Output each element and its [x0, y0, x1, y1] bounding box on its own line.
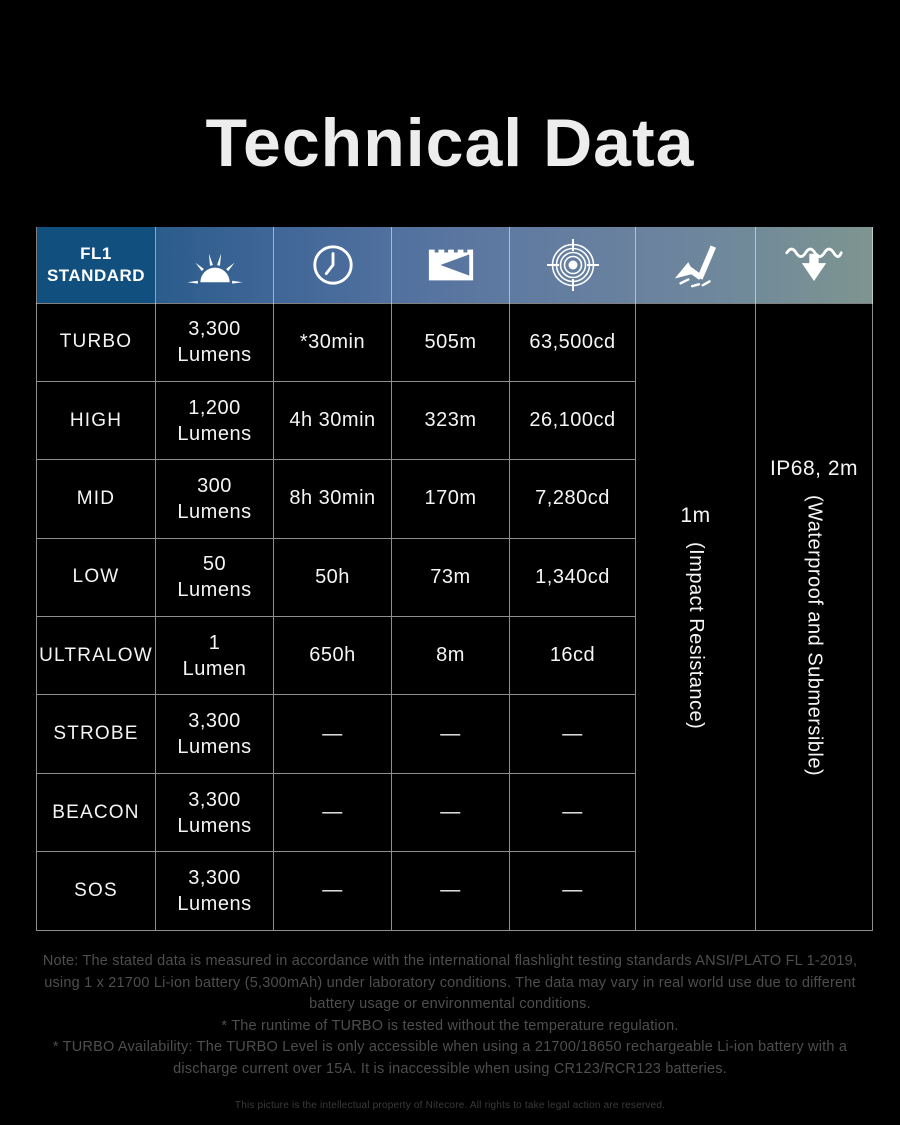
peak-beam-intensity-icon — [547, 239, 599, 291]
mode-cell: SOS — [37, 852, 156, 930]
runtime-cell: *30min — [274, 303, 392, 381]
mode-cell: HIGH — [37, 381, 156, 459]
lumens-value: 3,300 — [188, 866, 241, 889]
technical-data-table — [36, 227, 873, 931]
mode-cell: TURBO — [37, 303, 156, 381]
lumens-unit: Lumen — [182, 657, 247, 680]
intensity-cell: — — [510, 695, 636, 773]
intensity-cell: 63,500cd — [510, 303, 636, 381]
lumens-value: 1,200 — [188, 396, 241, 419]
table-header-row — [37, 227, 873, 303]
impact-resistance-icon — [669, 241, 723, 289]
distance-cell: 170m — [392, 460, 510, 538]
runtime-cell: 4h 30min — [274, 381, 392, 459]
fl1-line1: FL1 — [80, 243, 112, 263]
fl1-line2: STANDARD — [46, 265, 146, 285]
lumens-unit: Lumens — [177, 736, 252, 759]
distance-cell: 8m — [392, 617, 510, 695]
lumens-unit: Lumens — [177, 422, 252, 445]
waterproof-cell — [756, 303, 873, 930]
lumens-value: 3,300 — [188, 318, 241, 341]
mode-cell: BEACON — [37, 773, 156, 851]
waterproof-column-header — [756, 227, 873, 303]
note-line: discharge current over 15A. It is inaccessible when using CR123/RCR123 batteries. — [173, 1060, 727, 1077]
mode-cell: MID — [37, 460, 156, 538]
runtime-column-header — [274, 227, 392, 303]
lumens-cell — [156, 381, 274, 459]
runtime-cell: — — [274, 695, 392, 773]
distance-cell: — — [392, 695, 510, 773]
lumens-unit: Lumens — [177, 579, 252, 602]
lumens-cell — [156, 773, 274, 851]
intensity-cell: — — [510, 773, 636, 851]
lumens-value: 50 — [202, 553, 227, 576]
runtime-cell: 8h 30min — [274, 460, 392, 538]
distance-cell: — — [392, 773, 510, 851]
lumens-cell — [156, 460, 274, 538]
brightness-column-header — [156, 227, 274, 303]
mode-cell: LOW — [37, 538, 156, 616]
peak-beam-intensity-column-header — [510, 227, 636, 303]
impact-resistance-column-header — [636, 227, 756, 303]
lumens-unit: Lumens — [177, 500, 252, 523]
runtime-icon — [310, 242, 356, 288]
lumens-value: 1 — [208, 631, 221, 654]
impact-resistance-cell — [636, 303, 756, 930]
distance-cell: — — [392, 852, 510, 930]
lumens-cell — [156, 538, 274, 616]
fl1-standard-header — [37, 227, 156, 303]
intensity-cell: 16cd — [510, 617, 636, 695]
mode-cell: ULTRALOW — [37, 617, 156, 695]
brightness-icon — [184, 242, 246, 288]
waterproof-label: (Waterproof and Submersible) — [803, 494, 826, 777]
note-line: * The runtime of TURBO is tested without the temperature regulation. — [221, 1017, 679, 1034]
runtime-cell: — — [274, 852, 392, 930]
runtime-cell: 650h — [274, 617, 392, 695]
beam-distance-column-header — [392, 227, 510, 303]
lumens-cell — [156, 852, 274, 930]
note-line: Note: The stated data is measured in accordance with the international flashlight testing standards ANSI/PLATO FL 1-2019, — [42, 953, 858, 969]
runtime-cell: 50h — [274, 538, 392, 616]
intensity-cell: 7,280cd — [510, 460, 636, 538]
legal-disclaimer: This picture is the intellectual property of Nitecore. All rights to take legal action are reserved. — [234, 1100, 666, 1111]
runtime-cell: — — [274, 773, 392, 851]
lumens-unit: Lumens — [177, 892, 252, 915]
lumens-cell — [156, 303, 274, 381]
lumens-value: 3,300 — [188, 788, 241, 811]
intensity-cell: 26,100cd — [510, 381, 636, 459]
lumens-unit: Lumens — [177, 814, 252, 837]
intensity-cell: — — [510, 852, 636, 930]
beam-distance-icon — [426, 245, 476, 285]
table-row — [37, 303, 873, 381]
impact-resistance-label: (Impact Resistance) — [685, 541, 707, 730]
mode-cell: STROBE — [37, 695, 156, 773]
page-title: Technical Data — [205, 105, 695, 181]
footnotes — [0, 951, 900, 1080]
distance-cell: 323m — [392, 381, 510, 459]
lumens-unit: Lumens — [177, 344, 252, 367]
distance-cell: 505m — [392, 303, 510, 381]
lumens-cell — [156, 617, 274, 695]
lumens-cell — [156, 695, 274, 773]
lumens-value: 300 — [197, 474, 232, 497]
waterproof-value: IP68, 2m — [769, 456, 859, 480]
lumens-value: 3,300 — [188, 710, 241, 733]
note-line: battery usage or environmental conditions. — [309, 996, 591, 1012]
distance-cell: 73m — [392, 538, 510, 616]
note-line: using 1 x 21700 Li-ion battery (5,300mAh) under laboratory conditions. The data may vary in real world use due to different — [44, 974, 856, 991]
intensity-cell: 1,340cd — [510, 538, 636, 616]
note-line: * TURBO Availability: The TURBO Level is only accessible when using a 21700/18650 rechargeable Li-ion battery with a — [52, 1039, 848, 1055]
waterproof-icon — [784, 242, 844, 288]
impact-resistance-value: 1m — [680, 503, 711, 527]
